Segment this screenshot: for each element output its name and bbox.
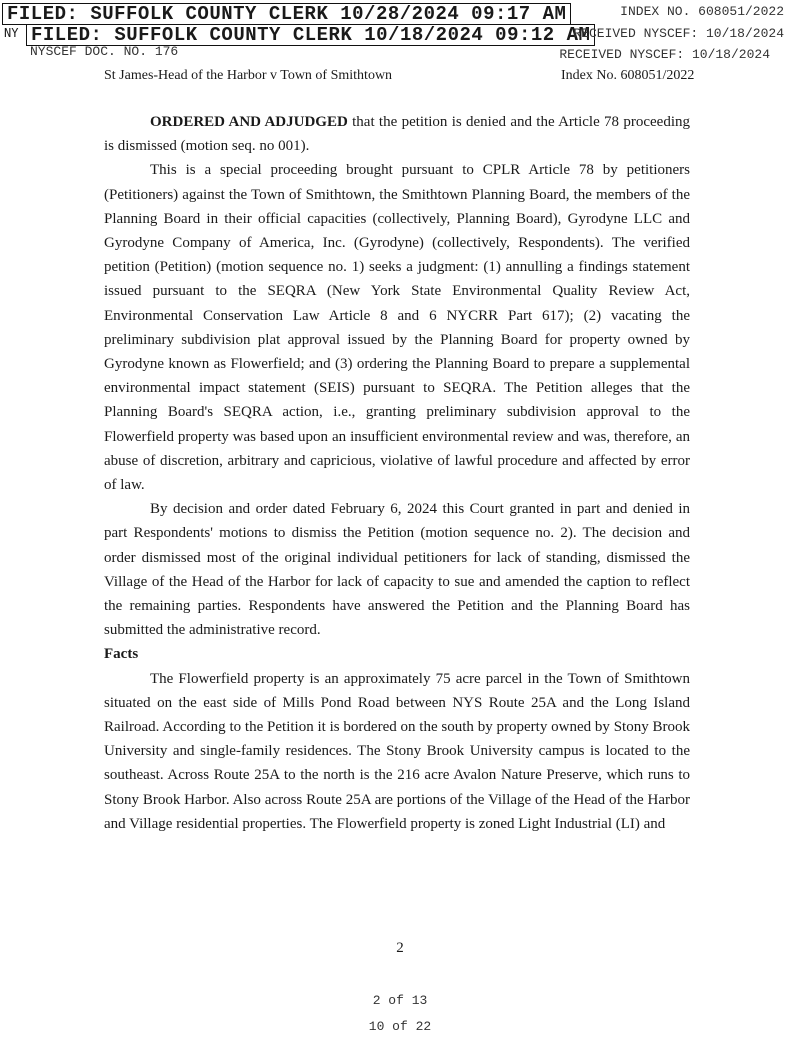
index-number-header: INDEX NO. 608051/2022 (620, 4, 784, 19)
ny-prefix: NY (4, 26, 19, 40)
facts-paragraph: The Flowerfield property is an approximately 75 acre parcel in the Town of Smithtown situated on the east side of Mills Pond Road between NYS Route 25A and the Long Island Railroad. According to the Petition it is bordered on the south by property owned by Stony Brook University and single-family residences. The Stony Brook University campus is located to the southeast. Across Route 25A to the north is the 216 acre Avalon Nature Preserve, which runs to Stony Brook Harbor. Also across Route 25A are portions of the Village of the Head of the Harbor and Village residential properties. The Flowerfield property is zoned Light Industrial (LI) and (104, 670, 690, 832)
received-overlap-header: RECEIVED NYSCEF: 10/18/2024 (573, 26, 784, 41)
ordered-paragraph (104, 110, 690, 158)
prior-decision-paragraph: By decision and order dated February 6, 2024 this Court granted in part and denied in part Respondents' motions to dismiss the Petition (motion sequence no. 2). The decision and order dismissed most of the original individual petitioners for lack of standing, dismissed the Village of the Head of the Harbor for lack of capacity to sue and amended the caption to reflect the remaining parties. Respondents have answered the Petition and the Planning Board has submitted the administrative record. (104, 501, 690, 639)
page-of-file: 10 of 22 (368, 1019, 432, 1034)
nyscef-doc-number: NYSCEF DOC. NO. 176 (30, 44, 179, 59)
case-caption: St James-Head of the Harbor v Town of Smithtown (104, 68, 393, 83)
page-of-document: 2 of 13 (372, 993, 428, 1008)
case-index-number: Index No. 608051/2022 (561, 68, 695, 83)
page-number: 2 (396, 940, 404, 956)
document-body (104, 110, 690, 836)
facts-heading: Facts (104, 646, 139, 663)
proceeding-paragraph: This is a special proceeding brought pursuant to CPLR Article 78 by petitioners (Petitioners) against the Town of Smithtown, the Smithtown Planning Board, the members of the Planning Board in their official capacities (collectively, Planning Board), Gyrodyne LLC and Gyrodyne Company of America, Inc. (Gyrodyne) (collectively, Respondents). The verified petition (Petition) (motion sequence no. 1) seeks a judgment: (1) annulling a findings statement issued pursuant to the SEQRA (New York State Environmental Quality Review Act, Environmental Conservation Law Article 8 and 6 NYCRR Part 617); (2) vacating the preliminary subdivision plat approval issued by the Planning Board for property owned by Gyrodyne known as Flowerfield; and (3) ordering the Planning Board to prepare a supplemental environmental impact statement (SEIS) pursuant to SEQRA. The Petition alleges that the Planning Board's SEQRA action, i.e., granting preliminary subdivision approval to the Flowerfield property was based upon an insufficient environmental review and was, therefore, an abuse of discretion, arbitrary and capricious, violative of lawful procedure and affected by error of law. (104, 162, 690, 494)
filed-stamp: FILED: SUFFOLK COUNTY CLERK 10/28/2024 09:17 AM (2, 3, 571, 25)
ordered-adjudged: ORDERED AND ADJUDGED (150, 114, 348, 130)
received-nyscef-date: RECEIVED NYSCEF: 10/18/2024 (559, 47, 770, 62)
filed-stamp-overlay: FILED: SUFFOLK COUNTY CLERK 10/18/2024 09:12 AM (26, 24, 595, 46)
ordered-text: that the petition is denied and the Article 78 proceeding is dismissed (motion seq. no 001). (104, 114, 690, 155)
